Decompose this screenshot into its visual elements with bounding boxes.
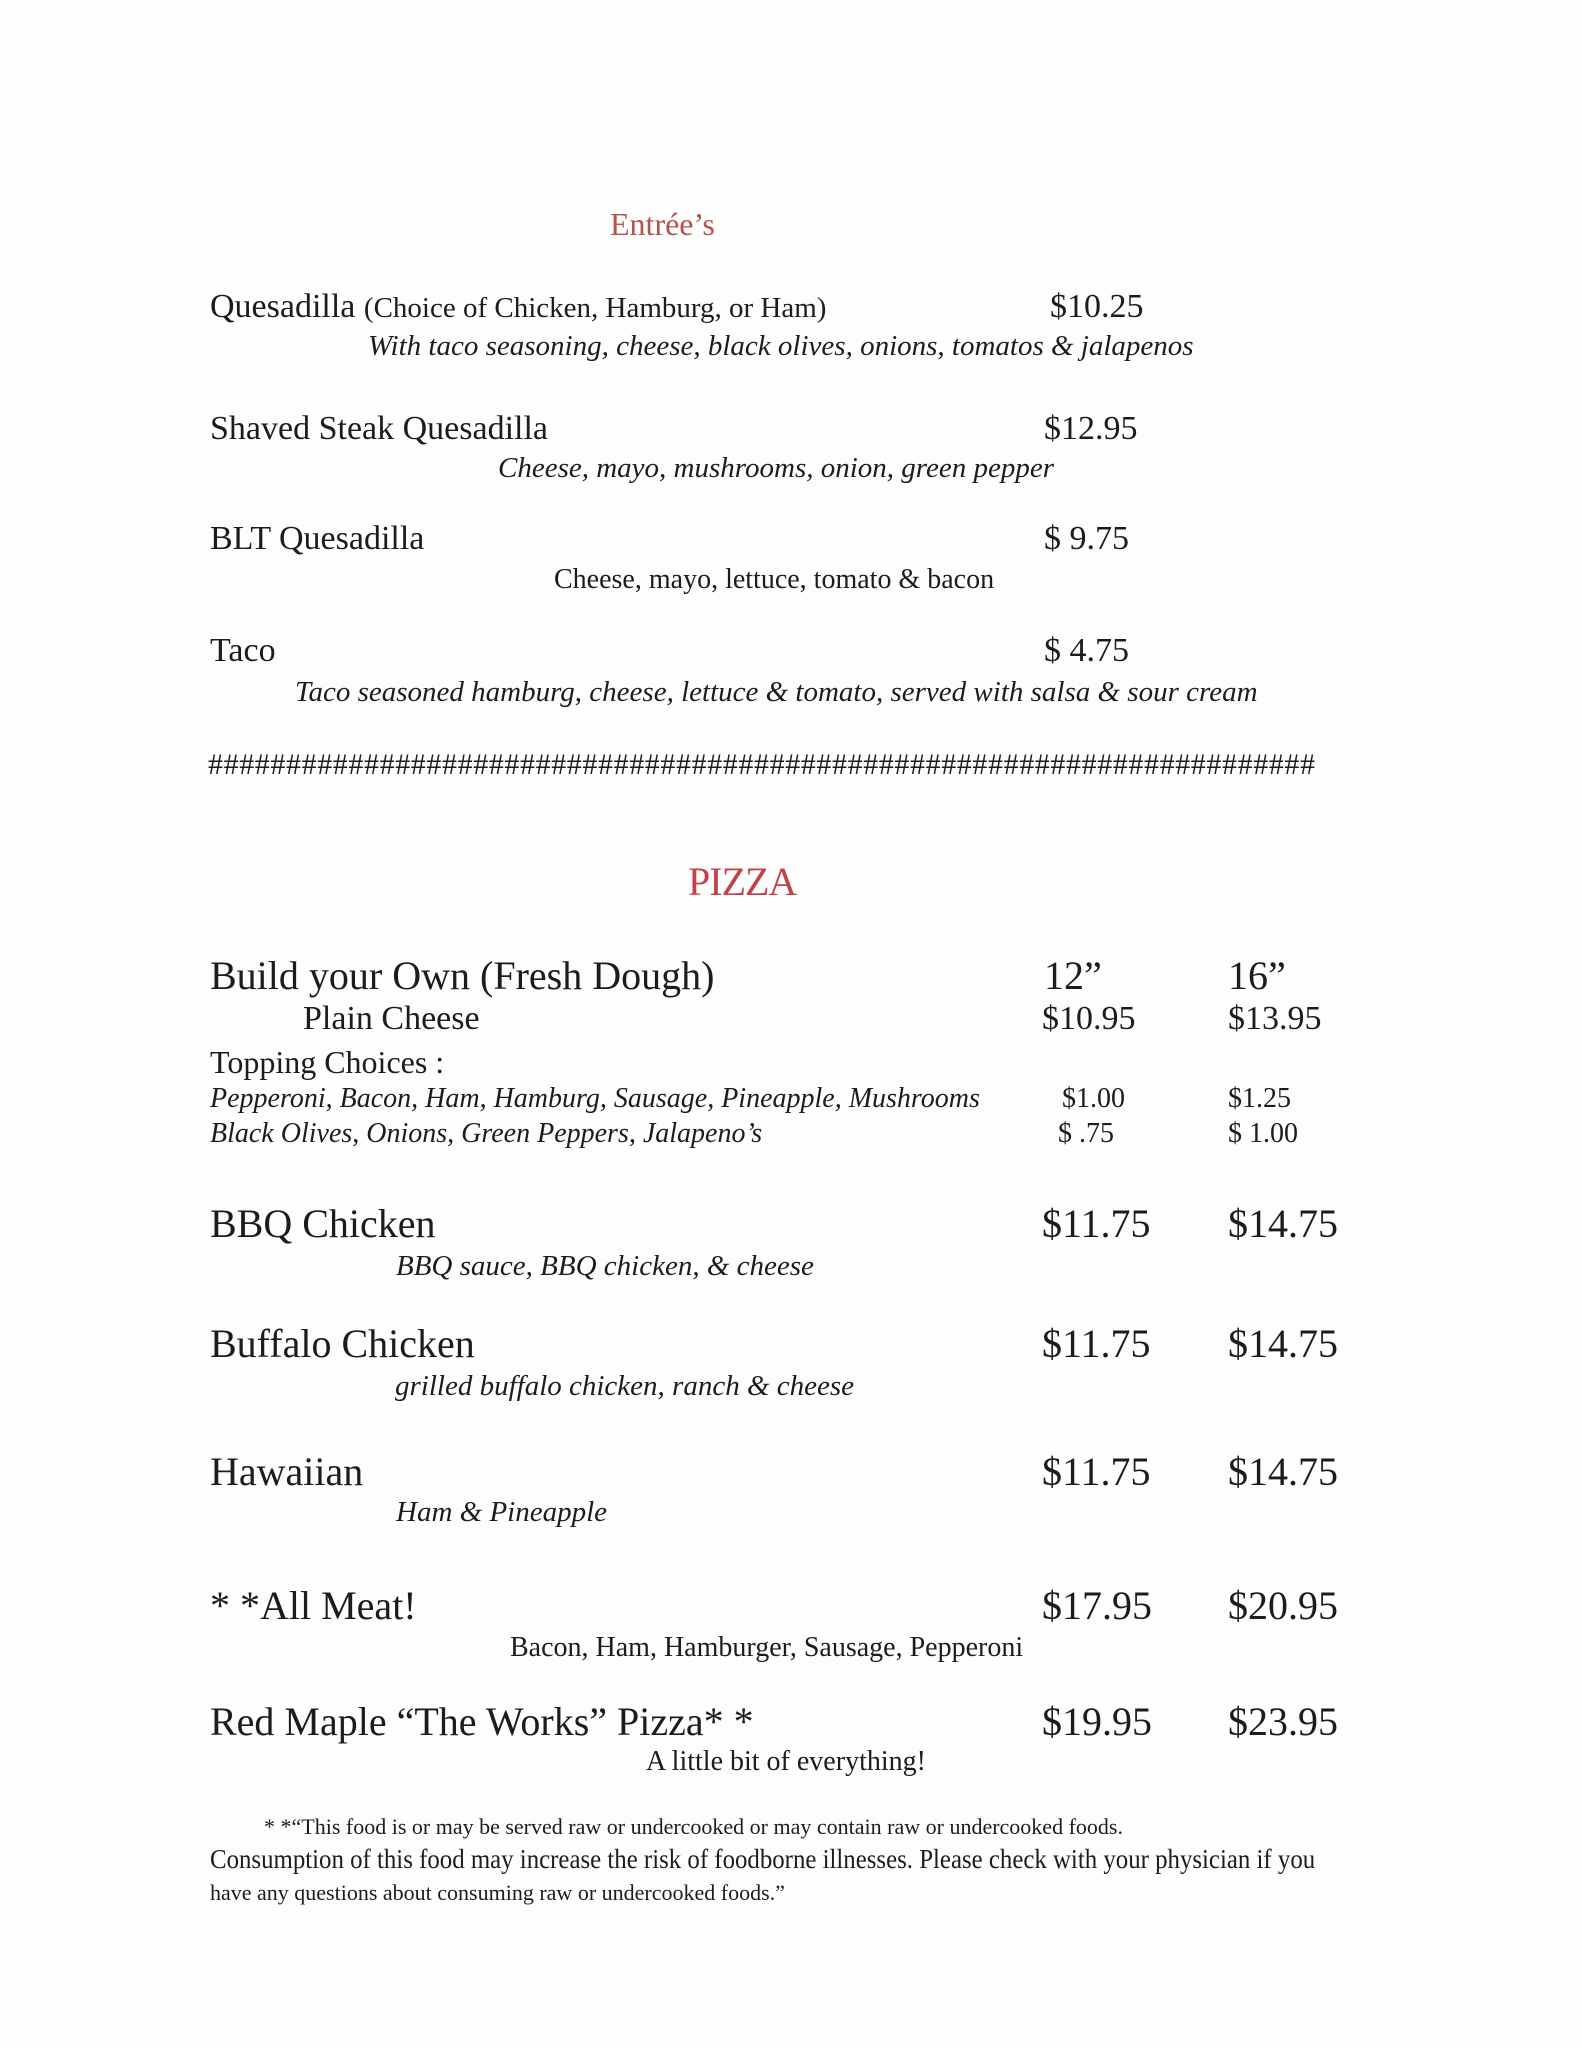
entrees-title: Entrée’s: [610, 206, 715, 242]
entree-name: BLT Quesadilla: [210, 520, 425, 557]
topping-price-12: $1.00: [1062, 1083, 1125, 1114]
entree-price: $12.95: [1044, 410, 1138, 447]
entree-name: Taco: [210, 632, 276, 669]
entree-name: Shaved Steak Quesadilla: [210, 410, 549, 447]
pizza-price-12: $11.75: [1042, 1449, 1151, 1494]
pizza-price-16: $20.95: [1228, 1583, 1338, 1628]
entree-price: $10.25: [1050, 288, 1144, 325]
pizza-price-12: $11.75: [1042, 1201, 1151, 1246]
plain-cheese-price-16: $13.95: [1228, 1000, 1322, 1037]
pizza-name: BBQ Chicken: [210, 1201, 436, 1246]
pizza-desc: Bacon, Ham, Hamburger, Sausage, Pepperoni: [510, 1632, 1024, 1663]
pizza-desc: Ham & Pineapple: [396, 1496, 608, 1528]
disclaimer-line: * *“This food is or may be served raw or undercooked or may contain raw or undercooked foods.: [264, 1814, 1123, 1839]
plain-cheese-label: Plain Cheese: [303, 1000, 480, 1037]
topping-price-16: $ 1.00: [1228, 1118, 1298, 1149]
topping-price-12: $ .75: [1058, 1118, 1114, 1149]
entree-name: Quesadilla: [210, 288, 356, 325]
pizza-name: * *All Meat!: [210, 1583, 417, 1628]
pizza-price-12: $11.75: [1042, 1321, 1151, 1366]
pizza-name: Hawaiian: [210, 1449, 364, 1494]
topping-list: Black Olives, Onions, Green Peppers, Jalapeno’s: [210, 1118, 763, 1149]
pizza-price-16: $14.75: [1228, 1449, 1338, 1494]
topping-price-16: $1.25: [1228, 1083, 1291, 1114]
pizza-desc: A little bit of everything!: [646, 1746, 926, 1777]
pizza-price-16: $14.75: [1228, 1201, 1338, 1246]
topping-list: Pepperoni, Bacon, Ham, Hamburg, Sausage, Pineapple, Mushrooms: [210, 1083, 980, 1114]
size-12-header: 12”: [1044, 953, 1102, 998]
entree-price: $ 9.75: [1044, 520, 1129, 557]
entree-price: $ 4.75: [1044, 632, 1129, 669]
pizza-name: Red Maple “The Works” Pizza* *: [210, 1699, 754, 1744]
entree-choice: (Choice of Chicken, Hamburg, or Ham): [363, 292, 827, 324]
pizza-price-12: $17.95: [1042, 1583, 1152, 1628]
entree-desc: With taco seasoning, cheese, black olives, onions, tomatos & jalapenos: [368, 330, 1194, 362]
pizza-desc: BBQ sauce, BBQ chicken, & cheese: [396, 1250, 814, 1282]
entree-name-quesadilla: [210, 288, 826, 326]
topping-choices-label: Topping Choices :: [210, 1044, 445, 1080]
pizza-price-16: $14.75: [1228, 1321, 1338, 1366]
size-16-header: 16”: [1228, 953, 1286, 998]
disclaimer-line: Consumption of this food may increase the risk of foodborne illnesses. Please check with your physician if you: [210, 1844, 1316, 1874]
pizza-desc: grilled buffalo chicken, ranch & cheese: [395, 1370, 855, 1402]
pizza-title: PIZZA: [688, 859, 797, 904]
pizza-price-12: $19.95: [1042, 1699, 1152, 1744]
plain-cheese-price-12: $10.95: [1042, 1000, 1136, 1037]
entree-desc: Cheese, mayo, mushrooms, onion, green pepper: [498, 452, 1055, 484]
disclaimer-line: have any questions about consuming raw or undercooked foods.”: [210, 1880, 785, 1905]
byo-name: Build your Own (Fresh Dough): [210, 953, 715, 998]
pizza-name: Buffalo Chicken: [210, 1321, 475, 1366]
entree-desc: Taco seasoned hamburg, cheese, lettuce & tomato, served with salsa & sour cream: [295, 676, 1258, 708]
pizza-price-16: $23.95: [1228, 1699, 1338, 1744]
entree-desc: Cheese, mayo, lettuce, tomato & bacon: [554, 564, 995, 595]
section-divider: #######################################################################: [208, 748, 1316, 781]
